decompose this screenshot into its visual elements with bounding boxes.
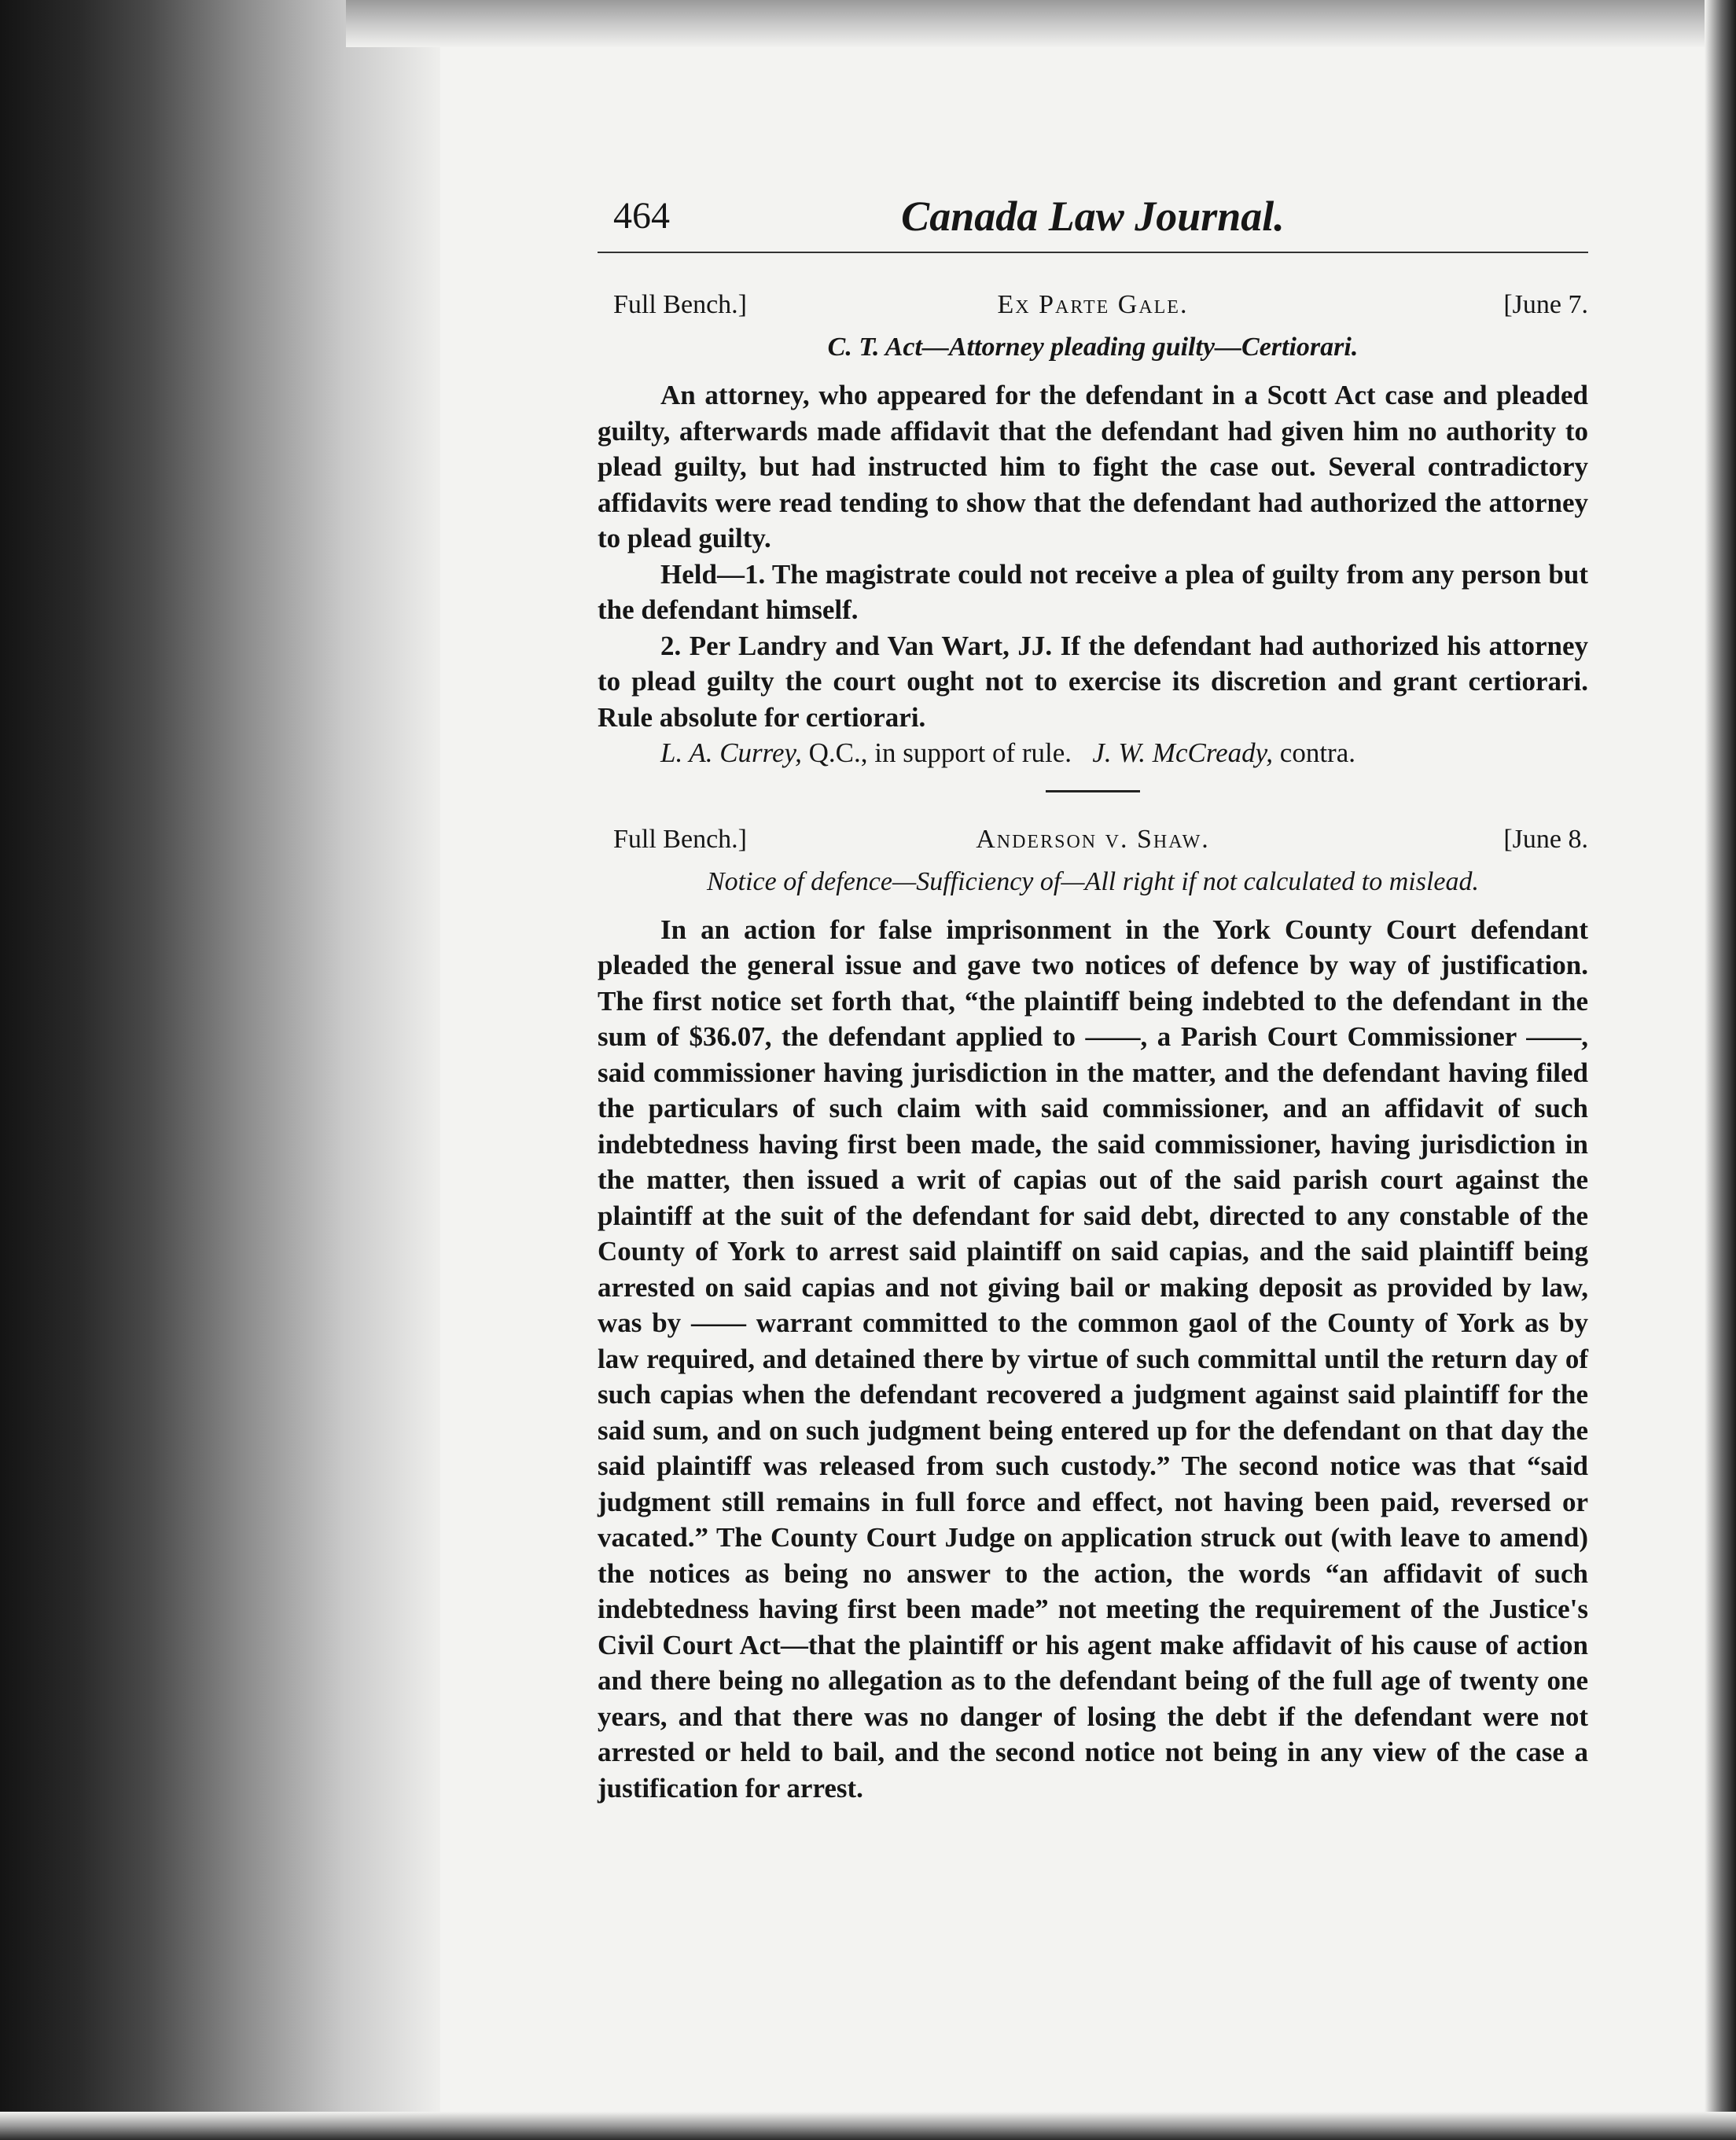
case-heading [598, 816, 1588, 863]
counsel-appellant-rest: Q.C., in support of rule. [801, 737, 1072, 768]
counsel-line [598, 735, 1588, 771]
court-name: Full Bench.] [613, 290, 747, 319]
case-body [598, 912, 1588, 1807]
case-body [598, 377, 1588, 771]
court-name: Full Bench.] [613, 824, 747, 854]
counsel-respondent-rest: contra. [1273, 737, 1355, 768]
scan-binding-shadow [0, 0, 440, 2140]
case-date: [June 8. [1503, 824, 1588, 854]
case-paragraph: An attorney, who appeared for the defendant in a Scott Act case and pleaded guilty, afterwards made affidavit that the defendant had given him no authority to plead guilty, but had instructed him to fight the case out. Several contradictory affidavits were read tending to show that the defendant had authorized the attorney to plead guilty. [598, 380, 1588, 553]
case-ex-parte-gale [598, 281, 1588, 771]
scan-top-edge [346, 0, 1736, 47]
case-paragraph: In an action for false imprisonment in the York County Court defendant pleaded the general issue and gave two notices of defence by way of justification. The first notice set forth that, “the plaintiff being indebted to the defendant in the sum of $36.07, the defendant applied to ——, a Parish Court Commissioner ——, said commissioner having jurisdiction in the matter, and the defendant having filed the particulars of such claim with said commissioner, and an affidavit of such indebtedness having first been made, the said commissioner, having jurisdiction in the matter, then issued a writ of capias out of the said parish court against the plaintiff at the suit of the defendant for said debt, directed to any constable of the County of York to arrest said plaintiff on said capias, and the said plaintiff being arrested on said capias and not giving bail or making deposit as provided by law, was by —— warrant committed to the common gaol of the County of York as by law required, and detained there by virtue of such committal until the return day of such capias when the defendant recovered a judgment against said plaintiff for the said sum, and on such judgment being entered up for the defendant on that day the said plaintiff was released from such custody.” The second notice was that “said judgment still remains in full force and effect, not having been paid, reversed or vacated.” The County Court Judge on application struck out (with leave to amend) the notices as being no answer to the action, the words “an affidavit of such indebtedness having first been made” not meeting the requirement of the Justice's Civil Court Act—that the plaintiff or his agent make affidavit of his cause of action and there being no allegation as to the defendant being of the full age of twenty one years, and that there was no danger of losing the debt if the defendant were not arrested or held to bail, and the second notice not being in any view of the case a justification for arrest. [598, 914, 1588, 1804]
scan-right-edge [1705, 0, 1736, 2140]
case-title: Ex Parte Gale. [997, 290, 1189, 319]
case-paragraph: Held—1. The magistrate could not receive a plea of guilty from any person but the defendant himself. [598, 558, 1588, 625]
counsel-respondent: J. W. McCready, [1092, 737, 1274, 768]
case-title: Anderson v. Shaw. [976, 824, 1210, 854]
case-divider [1046, 790, 1140, 792]
page-header [598, 189, 1588, 253]
case-heading [598, 281, 1588, 329]
case-subject: Notice of defence—Sufficiency of—All right if not calculated to mislead. [706, 866, 1479, 896]
counsel-appellant: L. A. Currey, [660, 737, 802, 768]
case-anderson-v-shaw [598, 816, 1588, 1807]
scan-bottom-edge [0, 2112, 1736, 2140]
journal-page [598, 189, 1588, 1806]
journal-title: Canada Law Journal. [901, 193, 1285, 240]
case-date: [June 7. [1503, 290, 1588, 319]
page-number: 464 [613, 195, 670, 237]
case-paragraph: 2. Per Landry and Van Wart, JJ. If the defendant had authorized his attorney to plead guilty the court ought not to exercise its discretion and grant certiorari. Rule absolute for certiorari. [598, 630, 1588, 733]
case-subject: C. T. Act—Attorney pleading guilty—Certiorari. [827, 333, 1359, 362]
